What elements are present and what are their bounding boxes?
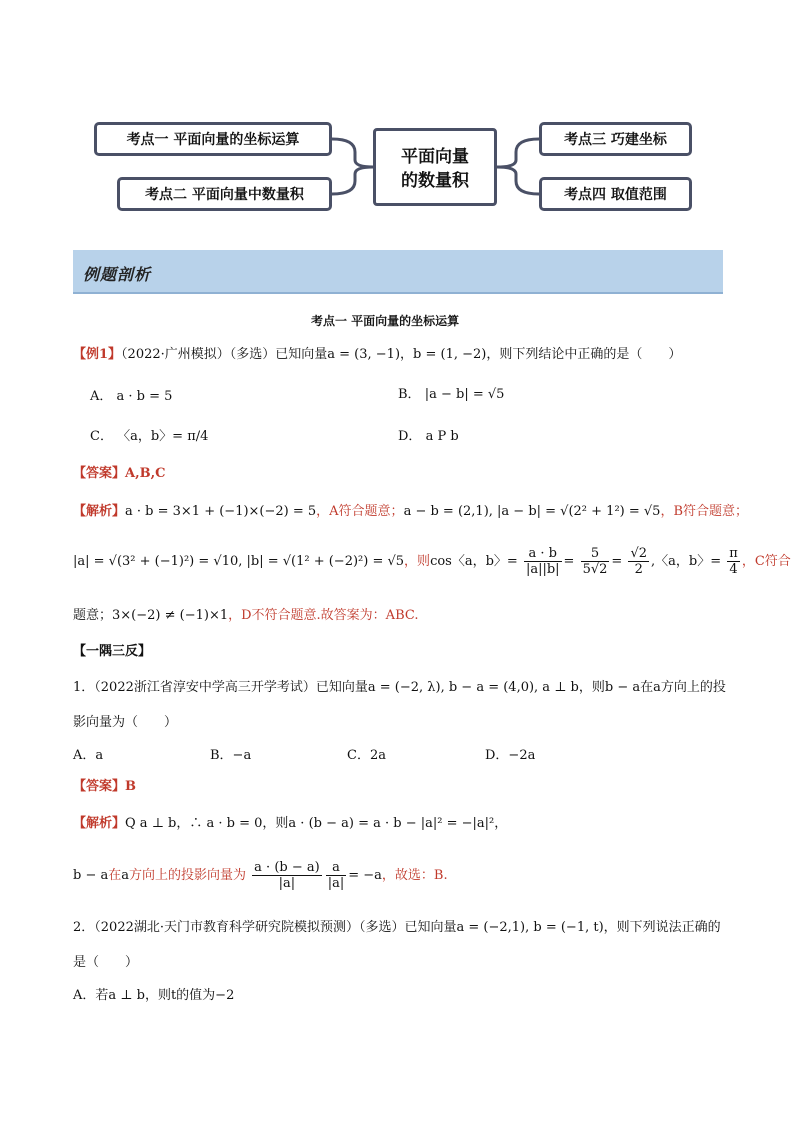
q1-analysis-then: ，则 <box>262 816 289 831</box>
analysis-then: ，则 <box>404 554 431 569</box>
analysis-dot-product: a · b = 3×1 + (−1)×(−2) = 5 <box>125 504 317 519</box>
q1-analysis-product: a · (b − a) = a · b − |a|² = −|a|² <box>288 816 495 831</box>
analysis-cos: cos〈a，b〉= <box>430 554 518 569</box>
example1-option-c <box>90 428 208 446</box>
banner-title: 例题剖析 <box>83 265 152 284</box>
q2-option-a-math: a ⊥ b <box>108 988 145 1003</box>
q1-projection-fraction: $\frac{a \cdot (b - a)}{|a|}$ <box>254 860 320 891</box>
mindmap-center <box>373 128 497 206</box>
q1-analysis-comma: ， <box>494 816 508 831</box>
analysis-tiyi: 题意； <box>73 608 113 623</box>
q1-option-d: D．−2a <box>485 748 536 763</box>
q1-analysis-conclusion: ，故选：B. <box>381 868 448 883</box>
option-b-label: B． <box>398 387 421 402</box>
mindmap-topic-1: 考点一 平面向量的坐标运算 <box>94 122 332 156</box>
option-b-math: |a − b| = √5 <box>424 387 505 402</box>
mindmap-center-line2: 的数量积 <box>401 171 469 191</box>
q1-analysis-result: = −a <box>348 868 382 883</box>
analysis-diff: a − b = (2,1), |a − b| = √(2² + 1²) = √5 <box>403 504 661 519</box>
q1-analysis-perp: Q a ⊥ b，∴ a · b = 0 <box>125 816 263 831</box>
fraction-cos: $\frac{a \cdot b}{|a||b|}$ <box>525 546 560 577</box>
example1-option-a <box>90 388 172 406</box>
q1-math-a: a <box>653 680 661 695</box>
example1-option-d <box>398 428 459 446</box>
fraction-angle: $\frac{\pi}{4}$ <box>729 546 738 577</box>
mindmap-topic-3: 考点三 巧建坐标 <box>539 122 692 156</box>
mindmap-topic-2: 考点二 平面向量中数量积 <box>117 177 332 211</box>
q2-option-a-label: A．若 <box>73 988 109 1003</box>
section-banner <box>73 250 723 294</box>
analysis-b-ok: ，B符合题意； <box>660 504 749 519</box>
fraction-value: $\frac{5}{5√2}$ <box>582 546 608 577</box>
q1-text: 1．（2022浙江省淳安中学高三开学考试）已知向量 <box>73 680 368 695</box>
example1-stem: 【例1】（2022·广州模拟）（多选）已知向量a = (3, −1)，b = (1, −2)，则下列结论中正确的是（ ） <box>73 347 682 362</box>
example1-question-end: ，则下列结论中正确的是（ ） <box>486 347 682 362</box>
q1-math-diff: b − a <box>604 680 641 695</box>
example1-answer: 【答案】A,B,C <box>73 466 166 481</box>
analysis-a-ok: ，A符合题意； <box>316 504 404 519</box>
q2-stem-line1 <box>73 919 721 937</box>
q1-direction: 方向上的投 <box>660 680 726 695</box>
q1-analysis-in: 在 <box>108 868 122 883</box>
q1-analysis-diff: b − a <box>73 868 109 883</box>
q1-stem-line1 <box>73 679 726 697</box>
analysis-c-ok: ，C符合 <box>741 554 791 569</box>
q1-analysis-line2 <box>73 858 448 894</box>
q1-analysis-projection-text: 方向上的投影向量为 <box>129 868 247 883</box>
analysis-parallel-check: 3×(−2) ≠ (−1)×1 <box>112 608 229 623</box>
q1-stem-line2: 影向量为（ ） <box>73 715 178 730</box>
option-c-label: C． <box>90 429 113 444</box>
example1-source: （2022·广州模拟）（多选）已知向量 <box>121 347 328 362</box>
q2-stem-line2: 是（ ） <box>73 955 139 970</box>
section-title: 考点一 平面向量的坐标运算 <box>311 314 460 328</box>
q1-in: 在 <box>640 680 654 695</box>
analysis-magnitudes: |a| = √(3² + (−1)²) = √10, |b| = √(1² + (−2)²) = √5 <box>73 554 405 569</box>
q2-option-a-end: ，则t的值为−2 <box>144 988 235 1003</box>
q1-answer: 【答案】B <box>73 779 136 794</box>
q1-unit-vector-fraction: $\frac{a}{|a|}$ <box>327 860 345 891</box>
option-d-label: D． <box>398 429 422 444</box>
q1-then: ，则 <box>578 680 605 695</box>
fraction-simplified: $\frac{√2}{2}$ <box>630 546 648 577</box>
q1-analysis-a: a <box>121 868 130 883</box>
example1-eq-a: a = (3, −1) <box>327 347 401 362</box>
analysis-angle: ,〈a，b〉= <box>651 554 722 569</box>
q1-analysis-line1 <box>73 815 507 833</box>
q1-analysis-label: 【解析】 <box>73 816 126 831</box>
option-c-math: 〈a，b〉= π/4 <box>117 429 209 444</box>
q1-option-c: C．2a <box>347 748 386 763</box>
mindmap-center-line1: 平面向量 <box>401 147 469 167</box>
extension-title: 【一隅三反】 <box>73 644 152 659</box>
equals-sign: = <box>563 554 575 569</box>
example1-analysis-line2 <box>73 545 791 579</box>
option-a-math: a · b = 5 <box>116 389 173 404</box>
equals-sign-2: = <box>611 554 623 569</box>
analysis-conclusion: ，D不符合题意.故答案为：ABC. <box>228 608 419 623</box>
q2-question-end: ，则下列说法正确的 <box>603 920 721 935</box>
option-a-label: A． <box>90 389 113 404</box>
q2-text: 2．（2022湖北·天门市教育科学研究院模拟预测）（多选）已知向量 <box>73 920 457 935</box>
mindmap-topic-4: 考点四 取值范围 <box>539 177 692 211</box>
q1-option-b: B．−a <box>210 748 252 763</box>
analysis-label: 【解析】 <box>73 504 126 519</box>
q1-math-givens: a = (−2, λ), b − a = (4,0), a ⊥ b <box>367 680 579 695</box>
q1-option-a: A．a <box>73 748 104 763</box>
option-d-math: a P b <box>425 429 459 444</box>
q2-math-givens: a = (−2,1), b = (−1, t) <box>456 920 604 935</box>
example1-option-b <box>398 386 504 404</box>
example1-eq-b: b = (1, −2) <box>413 347 487 362</box>
example1-label: 【例1】 <box>73 347 122 362</box>
example1-analysis-line1 <box>73 503 748 521</box>
q2-option-a <box>73 987 234 1005</box>
example1-analysis-line3 <box>73 607 418 625</box>
